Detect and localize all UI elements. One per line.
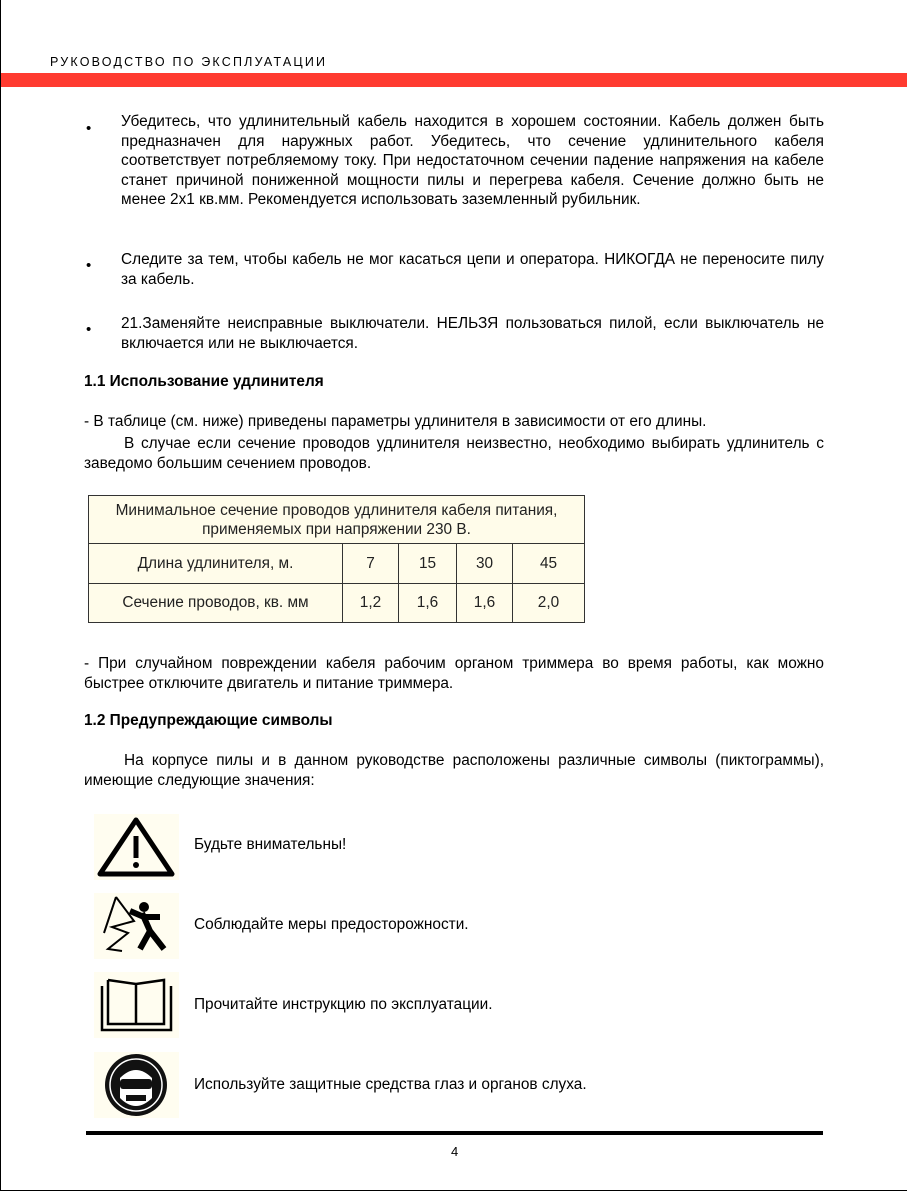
symbol-text: Прочитайте инструкцию по эксплуатации. bbox=[194, 996, 493, 1013]
table-row bbox=[89, 544, 585, 584]
cell: 45 bbox=[513, 544, 585, 584]
bullet-text: Следите за тем, чтобы кабель не мог касаться цепи и оператора. НИКОГДА не переносите пилу за кабель. bbox=[121, 251, 824, 288]
cell: 7 bbox=[343, 544, 399, 584]
cell: 1,2 bbox=[343, 584, 399, 623]
bullet-text: Убедитесь, что удлинительный кабель находится в хорошем состоянии. Кабель должен быть предназначен для наружных работ. Убедитесь, что сечение удлинительного кабеля соответствует потребляемому току. При недостаточном сечении падение напряжения на кабеле станет причиной пониженной мощности пилы и перегрева кабеля. Сечение должно быть не менее 2х1 кв.мм. Рекомендуется использовать заземленный рубильник. bbox=[121, 113, 824, 209]
cell: 15 bbox=[399, 544, 457, 584]
section-heading: 1.2 Предупреждающие символы bbox=[84, 712, 333, 729]
symbol-text: Используйте защитные средства глаз и органов слуха. bbox=[194, 1076, 587, 1093]
paragraph: В случае если сечение проводов удлинителя неизвестно, необходимо выбирать удлинитель с заведомо большим сечением проводов. bbox=[84, 435, 824, 472]
bullet-mark: • bbox=[86, 257, 92, 274]
paragraph: На корпусе пилы и в данном руководстве расположены различные символы (пиктограммы), имеющие следующие значения: bbox=[84, 752, 824, 789]
section-heading: 1.1 Использование удлинителя bbox=[84, 373, 324, 390]
footer-rule bbox=[86, 1131, 823, 1135]
paragraph: - При случайном повреждении кабеля рабочим органом триммера во время работы, как можно быстрее отключите двигатель и питание триммера. bbox=[84, 655, 824, 692]
bullet-text: 21.Заменяйте неисправные выключатели. НЕЛЬЗЯ пользоваться пилой, если выключатель не включается или не выключается. bbox=[121, 315, 824, 352]
symbol-text: Соблюдайте меры предосторожности. bbox=[194, 916, 469, 933]
page-number: 4 bbox=[451, 1144, 459, 1159]
bullet-mark: • bbox=[86, 120, 92, 137]
row-label: Сечение проводов, кв. мм bbox=[89, 584, 343, 623]
eye-ear-protection-icon bbox=[94, 1052, 179, 1118]
running-header: РУКОВОДСТВО ПО ЭКСПЛУАТАЦИИ bbox=[50, 55, 328, 69]
bullet-mark: • bbox=[86, 321, 92, 338]
header-red-bar bbox=[1, 73, 907, 87]
cell: 30 bbox=[457, 544, 513, 584]
extension-cable-table bbox=[88, 495, 585, 623]
cell: 1,6 bbox=[399, 584, 457, 623]
cell: 1,6 bbox=[457, 584, 513, 623]
row-label: Длина удлинителя, м. bbox=[89, 544, 343, 584]
warning-triangle-icon bbox=[94, 814, 179, 880]
cell: 2,0 bbox=[513, 584, 585, 623]
electric-shock-icon bbox=[94, 893, 179, 959]
paragraph: - В таблице (см. ниже) приведены параметры удлинителя в зависимости от его длины. bbox=[84, 413, 707, 430]
table-row bbox=[89, 584, 585, 623]
table-caption: Минимальное сечение проводов удлинителя кабеля питания, применяемых при напряжении 230 В. bbox=[89, 496, 585, 544]
symbol-text: Будьте внимательны! bbox=[194, 836, 347, 853]
manual-book-icon bbox=[94, 972, 179, 1038]
